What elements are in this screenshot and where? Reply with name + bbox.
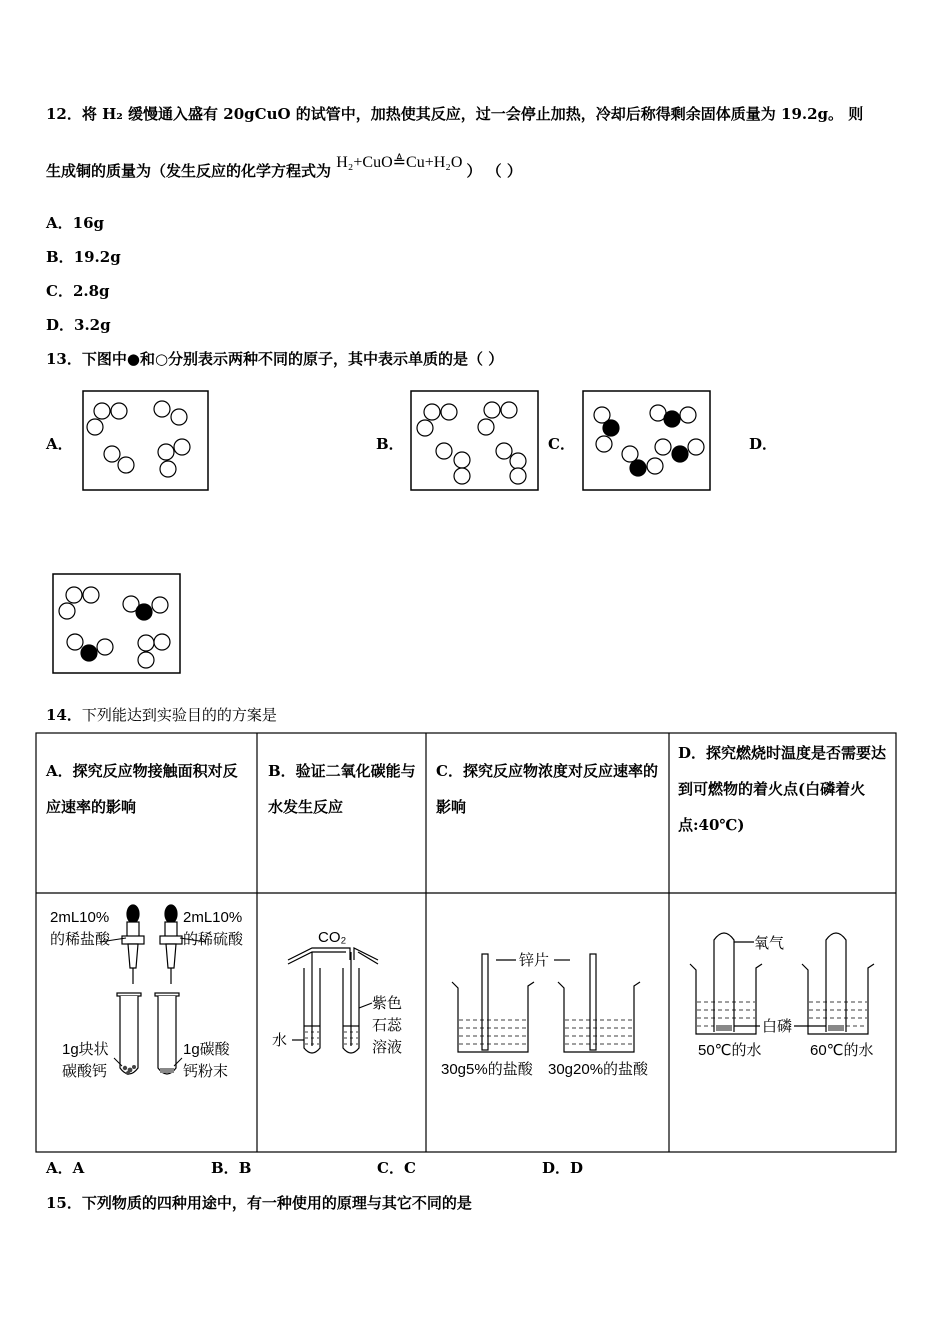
option-label: B． (46, 248, 74, 266)
fig-d-oxygen: 氧气 (754, 935, 785, 952)
fig-a-left-top2: 的稀盐酸 (50, 931, 111, 948)
q13-label-a[interactable]: A． (46, 435, 73, 453)
q12-stem-line2-suffix: ） （ ） (466, 162, 522, 180)
q14-number: 14． (46, 706, 82, 724)
fig-b-lit1: 紫色 (372, 995, 403, 1012)
fig-a-left-top1: 2mL10% (50, 909, 110, 926)
fig-b-lit2: 石蕊 (372, 1017, 403, 1034)
q15-stem: 下列物质的四种用途中，有一种使用的原理与其它不同的是 (81, 1194, 472, 1212)
q15-number: 15． (46, 1194, 82, 1212)
q14-figure-b (262, 898, 422, 1148)
fig-d-phos: 白磷 (762, 1018, 793, 1035)
option-label: C． (377, 1159, 404, 1177)
q14-col-d-title: D．探究燃烧时温度是否需要达到可燃物的着火点(白磷着火点:40℃) (678, 744, 887, 834)
q14-option-a[interactable] (46, 1157, 84, 1178)
q14-option-c[interactable] (377, 1157, 416, 1178)
option-label: A． (46, 1159, 73, 1177)
q13-label-b[interactable]: B． (376, 435, 404, 453)
fig-c-right: 30g20%的盐酸 (548, 1061, 649, 1078)
option-label: B． (211, 1159, 239, 1177)
fig-b-water: 水 (272, 1032, 288, 1049)
fig-a-left-bot2: 碳酸钙 (62, 1063, 108, 1080)
q14-option-d[interactable] (542, 1157, 583, 1178)
option-text: 3.2g (74, 316, 111, 334)
q14-col-c-title: C．探究反应物浓度对反应速率的影响 (436, 762, 658, 816)
q12-eq-cond: ≜ (392, 154, 407, 171)
option-label: D． (542, 1159, 571, 1177)
fig-d-left: 50℃的水 (698, 1042, 762, 1059)
q14-figure-c (430, 898, 666, 1148)
q13-number: 13． (46, 350, 82, 368)
fig-c-left: 30g5%的盐酸 (441, 1061, 533, 1078)
option-text: 2.8g (72, 282, 110, 300)
option-text: B (238, 1159, 252, 1177)
fig-a-right-bot2: 钙粉末 (183, 1063, 229, 1080)
option-text: A (72, 1159, 85, 1177)
q14-figure-d (674, 898, 892, 1148)
fig-a-left-bot1: 1g块状 (62, 1041, 109, 1058)
q13-label-d[interactable]: D． (749, 435, 778, 453)
option-text: D (570, 1159, 584, 1177)
option-text: 19.2g (73, 248, 121, 266)
fig-c-zinc: 锌片 (519, 952, 550, 969)
option-label: A． (46, 214, 73, 232)
fig-a-right-top2: 的稀硫酸 (183, 931, 244, 948)
q12-eq-lhs: H₂+CuO (336, 154, 393, 171)
q14-option-b[interactable] (211, 1157, 251, 1178)
q14-figure-a (40, 898, 254, 1148)
q14-stem: 下列能达到实验目的的方案是 (81, 706, 277, 724)
q12-eq-rhs: Cu+H₂O (406, 154, 463, 171)
fig-b-lit3: 溶液 (372, 1039, 403, 1056)
option-text: 16g (72, 214, 105, 232)
q14-col-a-title: A．探究反应物接触面积对反应速率的影响 (46, 762, 238, 816)
fig-a-right-bot1: 1g碳酸 (183, 1041, 230, 1058)
q14-col-b-title: B．验证二氧化碳能与水发生反应 (268, 762, 416, 816)
option-label: D． (46, 316, 75, 334)
q12-number: 12． (46, 105, 82, 123)
q13-label-c[interactable]: C． (548, 435, 575, 453)
fig-b-gas: CO₂ (318, 929, 347, 946)
q12-stem-line2-prefix: 生成铜的质量为（发生反应的化学方程式为 (46, 162, 332, 180)
option-text: C (403, 1159, 416, 1177)
q15-stem-line (46, 1192, 472, 1213)
fig-a-right-top1: 2mL10% (183, 909, 243, 926)
option-label: C． (46, 282, 73, 300)
q13-stem: 下图中●和○分别表示两种不同的原子，其中表示单质的是（ ） (81, 350, 504, 368)
fig-d-right: 60℃的水 (810, 1042, 874, 1059)
q12-stem-line1: 将 H₂ 缓慢通入盛有 20gCuO 的试管中，加热使其反应，过一会停止加热，冷却后称得剩余固体质量为 19.2g。 则 (81, 105, 864, 123)
